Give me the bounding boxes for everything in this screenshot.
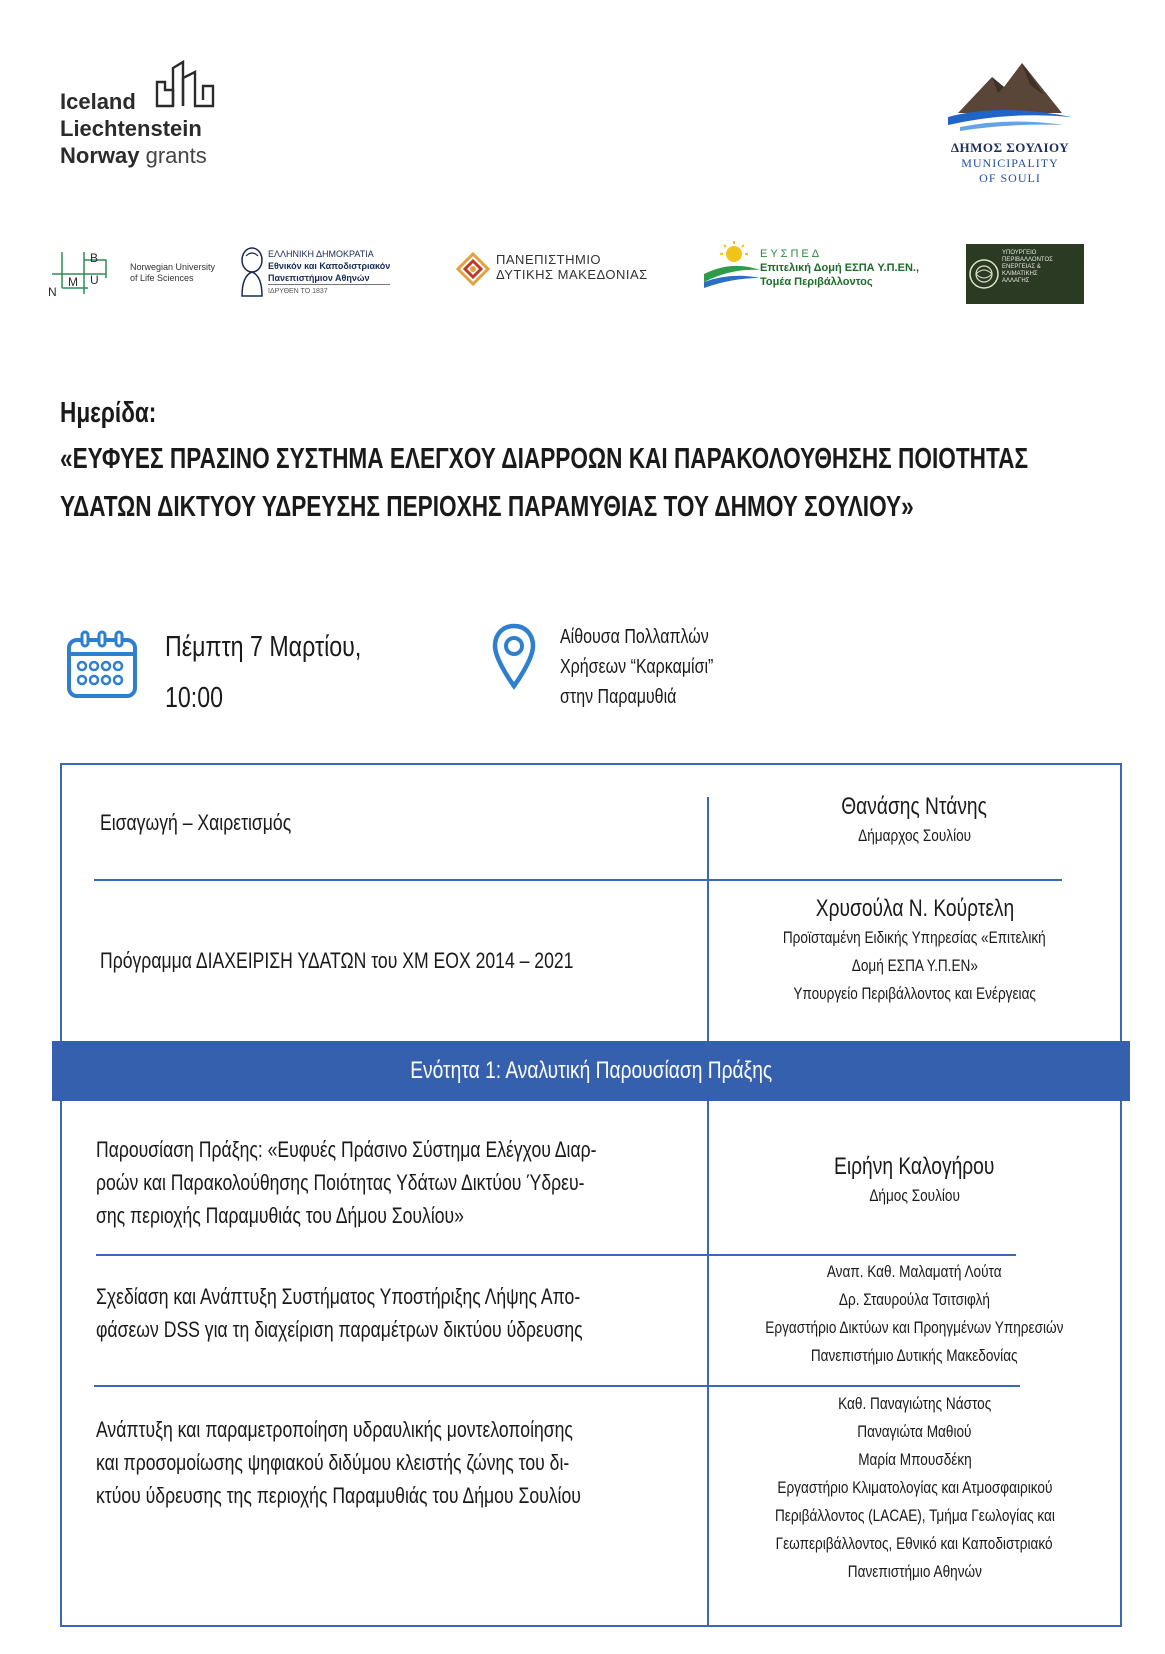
table-row-speaker <box>709 1152 1120 1210</box>
eyspeed-name <box>760 247 919 289</box>
event-date <box>165 622 410 724</box>
eyspeed-line1: ΕΥΣΠΕΔ <box>760 248 823 260</box>
speaker-detail: Δρ. Σταυρούλα Τσιτσιφλή <box>838 1290 991 1309</box>
eyspeed-line3: Τομέα Περιβάλλοντος <box>760 276 873 288</box>
row-separator-4 <box>94 1385 1020 1387</box>
calendar-icon <box>66 630 138 700</box>
location-pin-icon <box>491 622 537 692</box>
speaker-detail: Καθ. Παναγιώτης Νάστος <box>837 1394 992 1413</box>
table-row-topic: Σχεδίαση και Ανάπτυξη Συστήματος Υποστήριξης Λήψης Απο- φάσεων DSS για τη διαχείριση παραμέτρων δικτύου ύδρευσης <box>96 1284 583 1342</box>
nmbu-letter-m: M <box>68 275 78 289</box>
nmbu-logo-icon <box>48 248 118 298</box>
nmbu-letter-u: U <box>90 273 99 287</box>
eyspeed-line2: Επιτελική Δομή ΕΣΠΑ Υ.Π.ΕΝ., <box>760 262 920 274</box>
table-row-topic: Εισαγωγή – Χαιρετισμός <box>100 810 292 835</box>
speaker-detail: Περιβάλλοντος (LACAE), Τμήμα Γεωλογίας και <box>774 1506 1055 1525</box>
uowm-line2: ΔΥΤΙΚΗΣ ΜΑΚΕΔΟΝΙΑΣ <box>496 267 648 282</box>
speaker-detail: Γεωπεριβάλλοντος, Εθνικό και Καποδιστριακό <box>776 1534 1053 1553</box>
event-venue <box>560 622 752 712</box>
speaker-detail: Υπουργείο Περιβάλλοντος και Ενέργειας <box>793 984 1036 1003</box>
uowm-line1: ΠΑΝΕΠΙΣΤΗΜΙΟ <box>496 252 602 267</box>
speaker-detail: Εργαστήριο Κλιματολογίας και Ατμοσφαιρικού <box>776 1478 1053 1497</box>
speaker-title: Δήμος Σουλίου <box>869 1186 960 1205</box>
event-title-line1: «ΕΥΦΥΕΣ ΠΡΑΣΙΝΟ ΣΥΣΤΗΜΑ ΕΛΕΓΧΟΥ ΔΙΑΡΡΟΩΝ ΚΑΙ ΠΑΡΑΚΟΛΟΥΘΗΣΗΣ ΠΟΙΟΤΗΤΑΣ <box>60 443 1029 475</box>
speaker-detail: Αναπ. Καθ. Μαλαματή Λούτα <box>827 1262 1002 1281</box>
row-separator-3 <box>96 1254 1016 1256</box>
event-venue-line3: στην Παραμυθιά <box>560 686 677 708</box>
table-row-speaker <box>709 1390 1120 1586</box>
ypen-emblem-icon <box>966 244 1002 304</box>
municipality-name-en-1: MUNICIPALITY <box>961 156 1059 170</box>
uoa-name <box>268 248 390 298</box>
uoa-athena-icon <box>238 246 266 298</box>
speaker-title: Δήμαρχος Σουλίου <box>857 826 971 845</box>
speaker-detail: Πανεπιστήμιο Αθηνών <box>847 1562 982 1581</box>
event-date-line1: Πέμπτη 7 Μαρτίου, <box>165 631 362 663</box>
table-row-topic: Πρόγραμμα ΔΙΑΧΕΙΡΙΣΗ ΥΔΑΤΩΝ του ΧΜ ΕΟΧ 2014 – 2021 <box>100 948 574 973</box>
event-venue-line2: Χρήσεων “Καρκαμίσι” <box>560 656 714 678</box>
nmbu-name-line2: of Life Sciences <box>130 273 194 283</box>
municipality-name-greek: ΔΗΜΟΣ ΣΟΥΛΙΟΥ <box>950 140 1070 155</box>
speaker-detail: Εργαστήριο Δικτύων και Προηγμένων Υπηρεσιών <box>765 1318 1064 1337</box>
uoa-line4: ΙΔΡΥΘΕΝ ΤΟ 1837 <box>268 284 390 298</box>
ypen-line4: ΚΛΙΜΑΤΙΚΗΣ <box>1002 271 1038 277</box>
ypen-line3: ΕΝΕΡΓΕΙΑΣ & <box>1002 264 1041 270</box>
table-row-topic: Ανάπτυξη και παραμετροποίηση υδραυλικής μοντελοποίησης και προσομοίωσης ψηφιακού διδύμου κλειστής ζώνης του δι- κτύου ύδρευσης της περιοχής Παραμυθιάς του Δήμου Σουλίου <box>96 1417 581 1508</box>
event-venue-line1: Αίθουσα Πολλαπλών <box>560 626 709 648</box>
event-time: 10:00 <box>165 682 224 714</box>
table-row-speaker <box>709 792 1120 850</box>
speaker-name: Ειρήνη Καλογήρου <box>834 1153 995 1180</box>
section-header-title: Ενότητα 1: Αναλυτική Παρουσίαση Πράξης <box>410 1057 772 1084</box>
eea-iceland: Iceland <box>60 89 136 114</box>
speaker-name: Χρυσούλα Ν. Κούρτελη <box>815 895 1014 922</box>
event-type-label: Ημερίδα: <box>60 397 157 429</box>
eea-norway: Norway <box>60 143 140 168</box>
eea-grants-word: grants <box>145 143 207 168</box>
nmbu-letter-b: B <box>90 251 99 265</box>
nmbu-name <box>130 262 215 284</box>
uoa-line3: Πανεπιστήμιον Αθηνών <box>268 273 370 283</box>
ypen-line1: ΥΠΟΥΡΓΕΙΟ <box>1002 250 1037 256</box>
speaker-detail: Δομή ΕΣΠΑ Υ.Π.ΕΝ» <box>851 956 978 975</box>
ypen-line2: ΠΕΡΙΒΑΛΛΟΝΤΟΣ <box>1002 257 1053 263</box>
eea-grants-mark-icon <box>155 60 217 110</box>
table-row-topic: Παρουσίαση Πράξης: «Ευφυές Πράσινο Σύστημα Ελέγχου Διαρ- ροών και Παρακολούθησης Ποιότητας Υδάτων Δικτύου Ύδρευ- σης περιοχής Παραμυθιάς του Δήμου Σουλίου» <box>96 1137 597 1228</box>
table-row-speaker <box>709 894 1120 1008</box>
uowm-logo-icon <box>456 252 490 286</box>
speaker-detail: Προϊσταμένη Ειδικής Υπηρεσίας «Επιτελική <box>783 928 1046 947</box>
table-row-speaker <box>709 1258 1120 1370</box>
event-title-line2: ΥΔΑΤΩΝ ΔΙΚΤΥΟΥ ΥΔΡΕΥΣΗΣ ΠΕΡΙΟΧΗΣ ΠΑΡΑΜΥΘΙΑΣ ΤΟΥ ΔΗΜΟΥ ΣΟΥΛΙΟΥ» <box>60 491 914 523</box>
ypen-name <box>1002 250 1080 285</box>
uoa-line1: ΕΛΛΗΝΙΚΗ ΔΗΜΟΚΡΑΤΙΑ <box>268 249 374 259</box>
municipality-of-souli-logo <box>940 55 1080 186</box>
nmbu-letter-n: N <box>48 285 57 298</box>
speaker-detail: Παναγιώτα Μαθιού <box>857 1422 972 1441</box>
municipality-name-en-2: OF SOULI <box>979 171 1041 185</box>
speaker-detail: Πανεπιστήμιο Δυτικής Μακεδονίας <box>811 1346 1018 1365</box>
speaker-name: Θανάσης Ντάνης <box>841 793 988 820</box>
speaker-detail: Μαρία Μπουσδέκη <box>857 1450 972 1469</box>
uoa-line2: Εθνικόν και Καποδιστριακόν <box>268 261 391 271</box>
uowm-name <box>496 252 648 282</box>
eyspeed-sun-icon <box>702 240 762 290</box>
nmbu-name-line1: Norwegian University <box>130 262 216 272</box>
eea-liechtenstein: Liechtenstein <box>60 116 202 141</box>
ypen-line5: ΑΛΛΑΓΗΣ <box>1002 278 1030 284</box>
row-separator-1 <box>94 879 1062 881</box>
mountain-logo-icon <box>940 55 1080 135</box>
